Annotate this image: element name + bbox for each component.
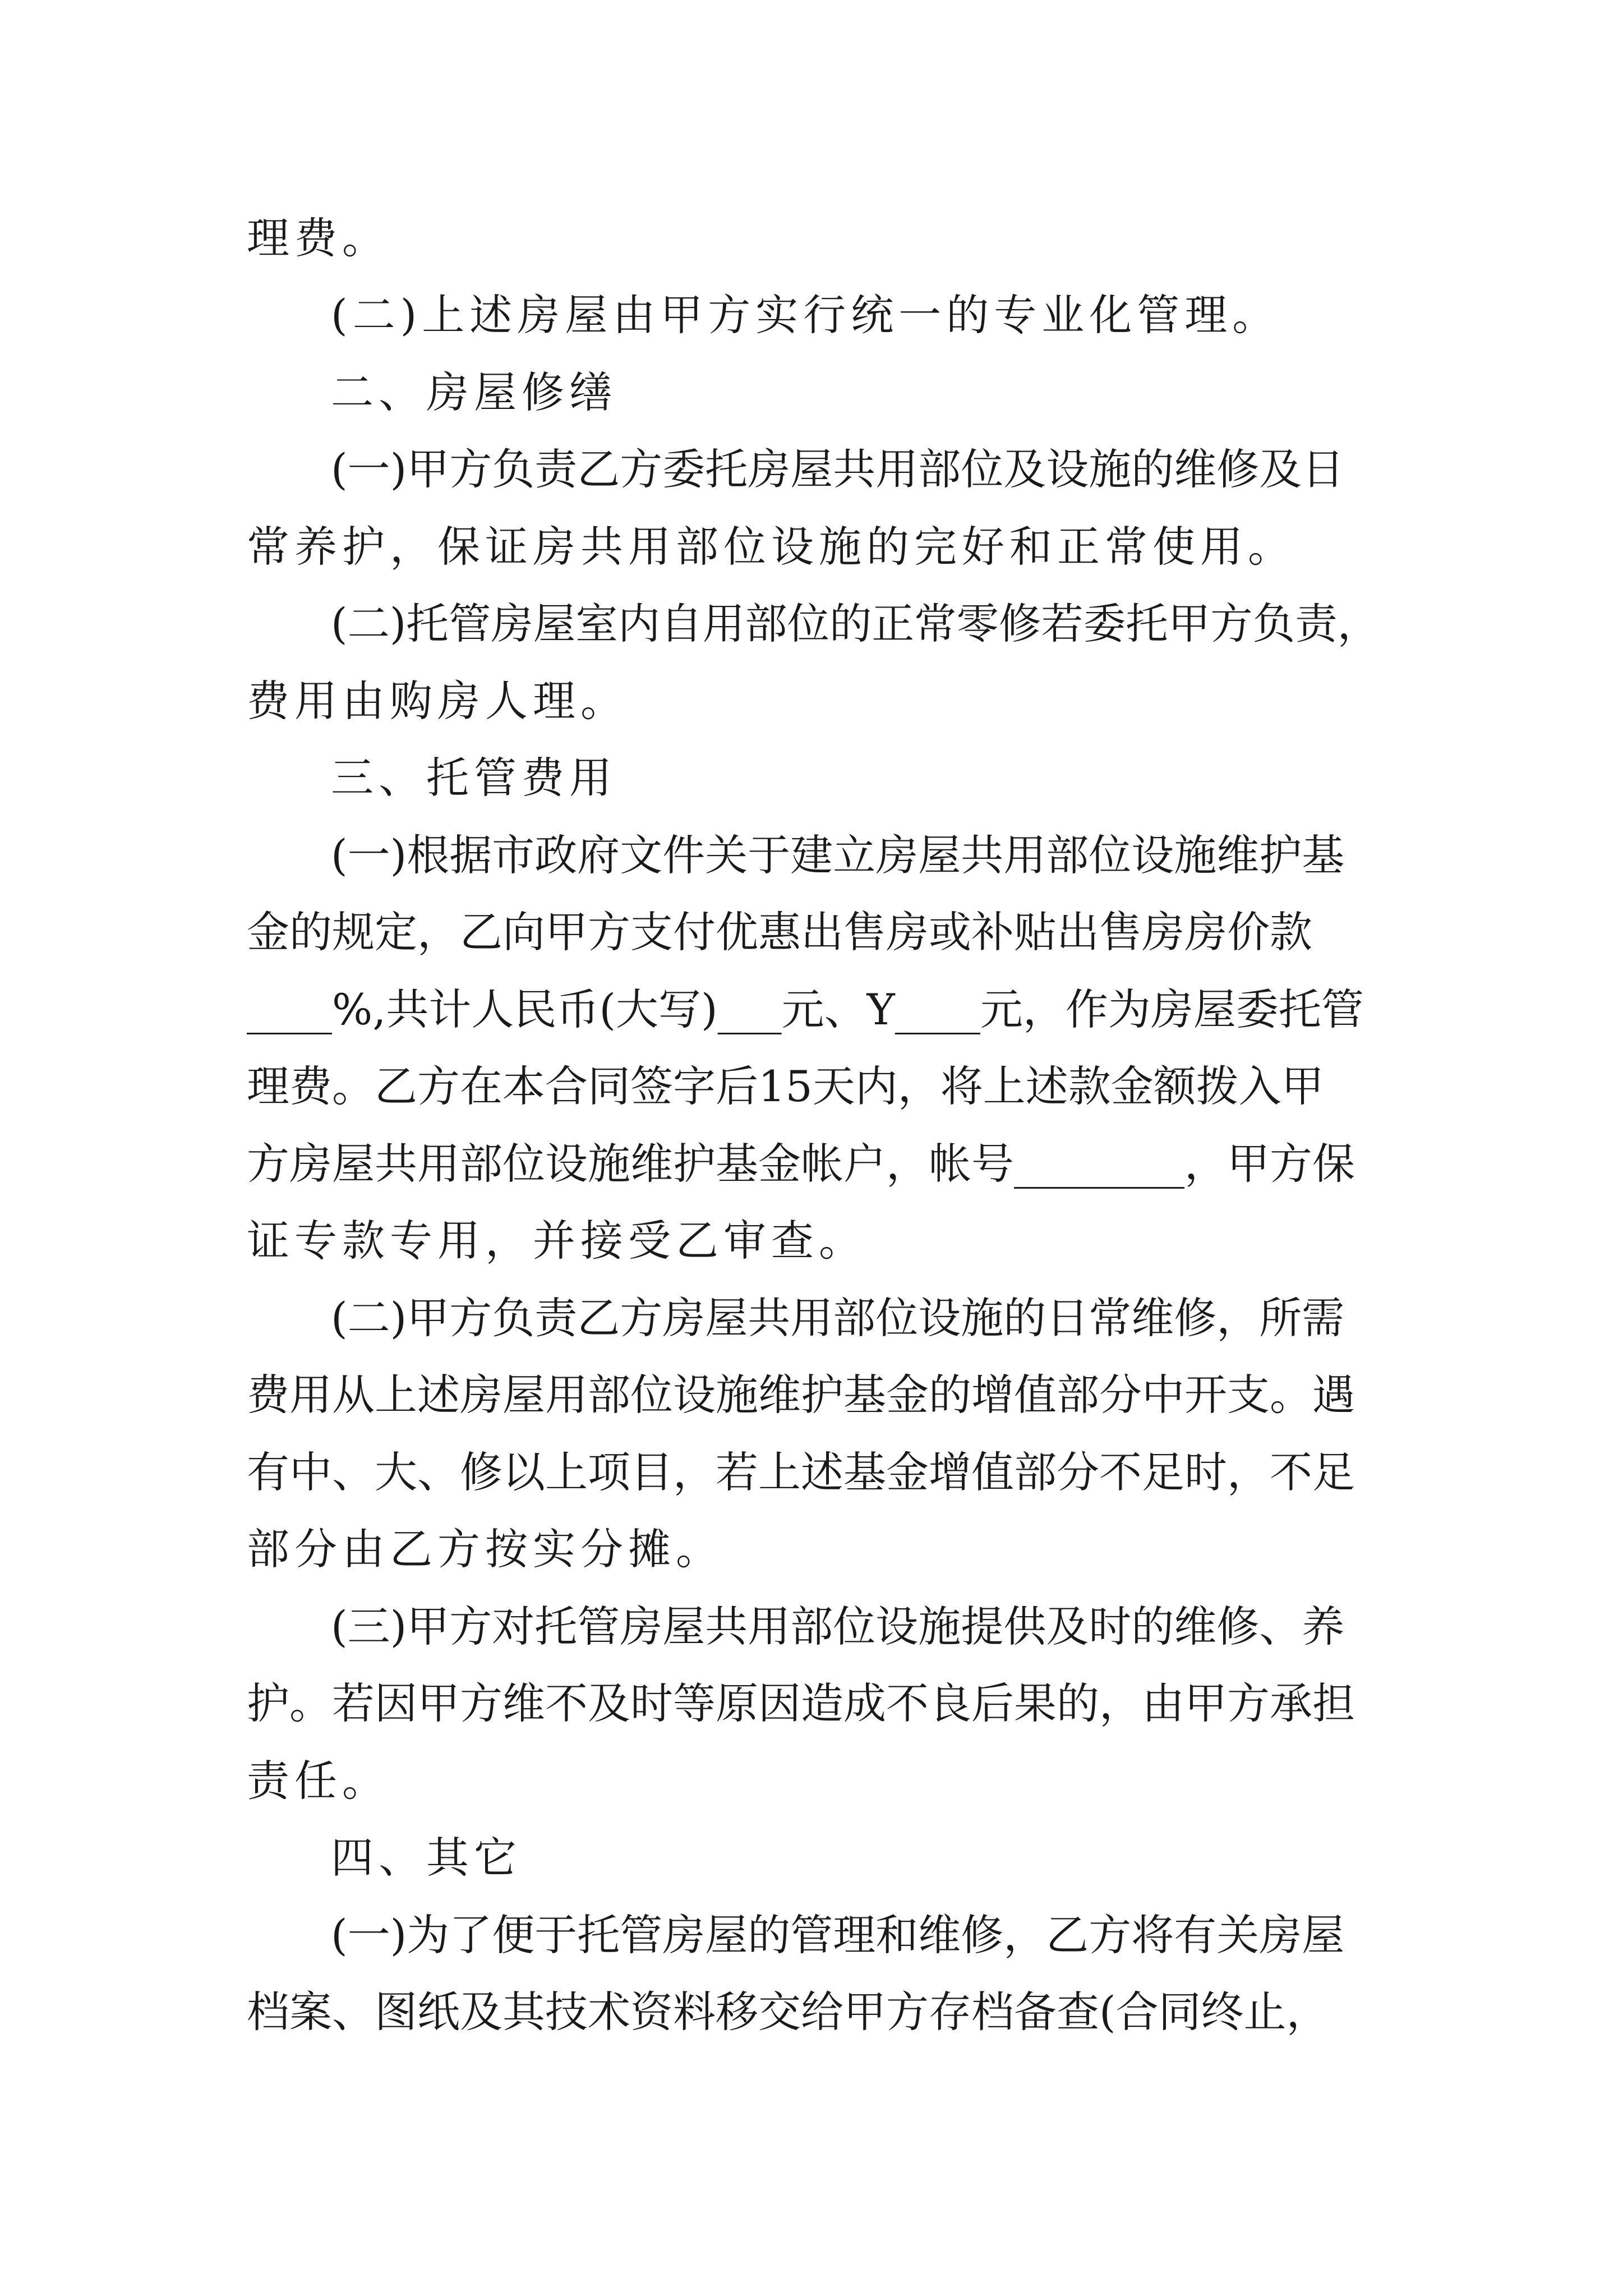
text-line: 费用从上述房屋用部位设施维护基金的增值部分中开支。遇 [247,1370,1355,1420]
text-line: (一)甲方负责乙方委托房屋共用部位及设施的维修及日 [331,444,1345,494]
text-line: 费用由购房人理。 [247,676,628,726]
text-line: ____%,共计人民币(大写)___元、Y____元，作为房屋委托管 [247,984,1364,1034]
section-heading: 三、托管费用 [331,753,617,803]
text-line: (一)根据市政府文件关于建立房屋共用部位设施维护基 [331,830,1345,880]
section-heading: 四、其它 [331,1833,522,1883]
text-line: (三)甲方对托管房屋共用部位设施提供及时的维修、养 [331,1602,1345,1651]
text-line: 金的规定，乙向甲方支付优惠出售房或补贴出售房房价款 [247,907,1312,957]
text-line: 理费。乙方在本合同签字后15天内，将上述款金额拨入甲 [247,1061,1324,1111]
text-line: 责任。 [247,1756,390,1806]
text-line: 有中、大、修以上项目，若上述基金增值部分不足时，不足 [247,1447,1355,1497]
text-line: (二)上述房屋由甲方实行统一的专业化管理。 [331,290,1280,340]
section-heading: 二、房屋修缮 [331,367,617,417]
text-line: 档案、图纸及其技术资料移交给甲方存档备查(合同终止， [247,1987,1329,2037]
text-line: (一)为了便于托管房屋的管理和维修，乙方将有关房屋 [331,1910,1345,1960]
text-line: 常养护，保证房共用部位设施的完好和正常使用。 [247,522,1295,572]
text-line: 证专款专用，并接受乙审查。 [247,1216,866,1266]
text-line: 护。若因甲方维不及时等原因造成不良后果的，由甲方承担 [247,1678,1355,1728]
text-line: 部分由乙方按实分摊。 [247,1524,723,1574]
text-line: 理费。 [247,213,390,263]
text-line: (二)托管房屋室内自用部位的正常零修若委托甲方负责， [331,599,1380,648]
text-line: (二)甲方负责乙方房屋共用部位设施的日常维修，所需 [331,1293,1345,1343]
text-line: 方房屋共用部位设施维护基金帐户，帐号________，甲方保 [247,1139,1355,1189]
